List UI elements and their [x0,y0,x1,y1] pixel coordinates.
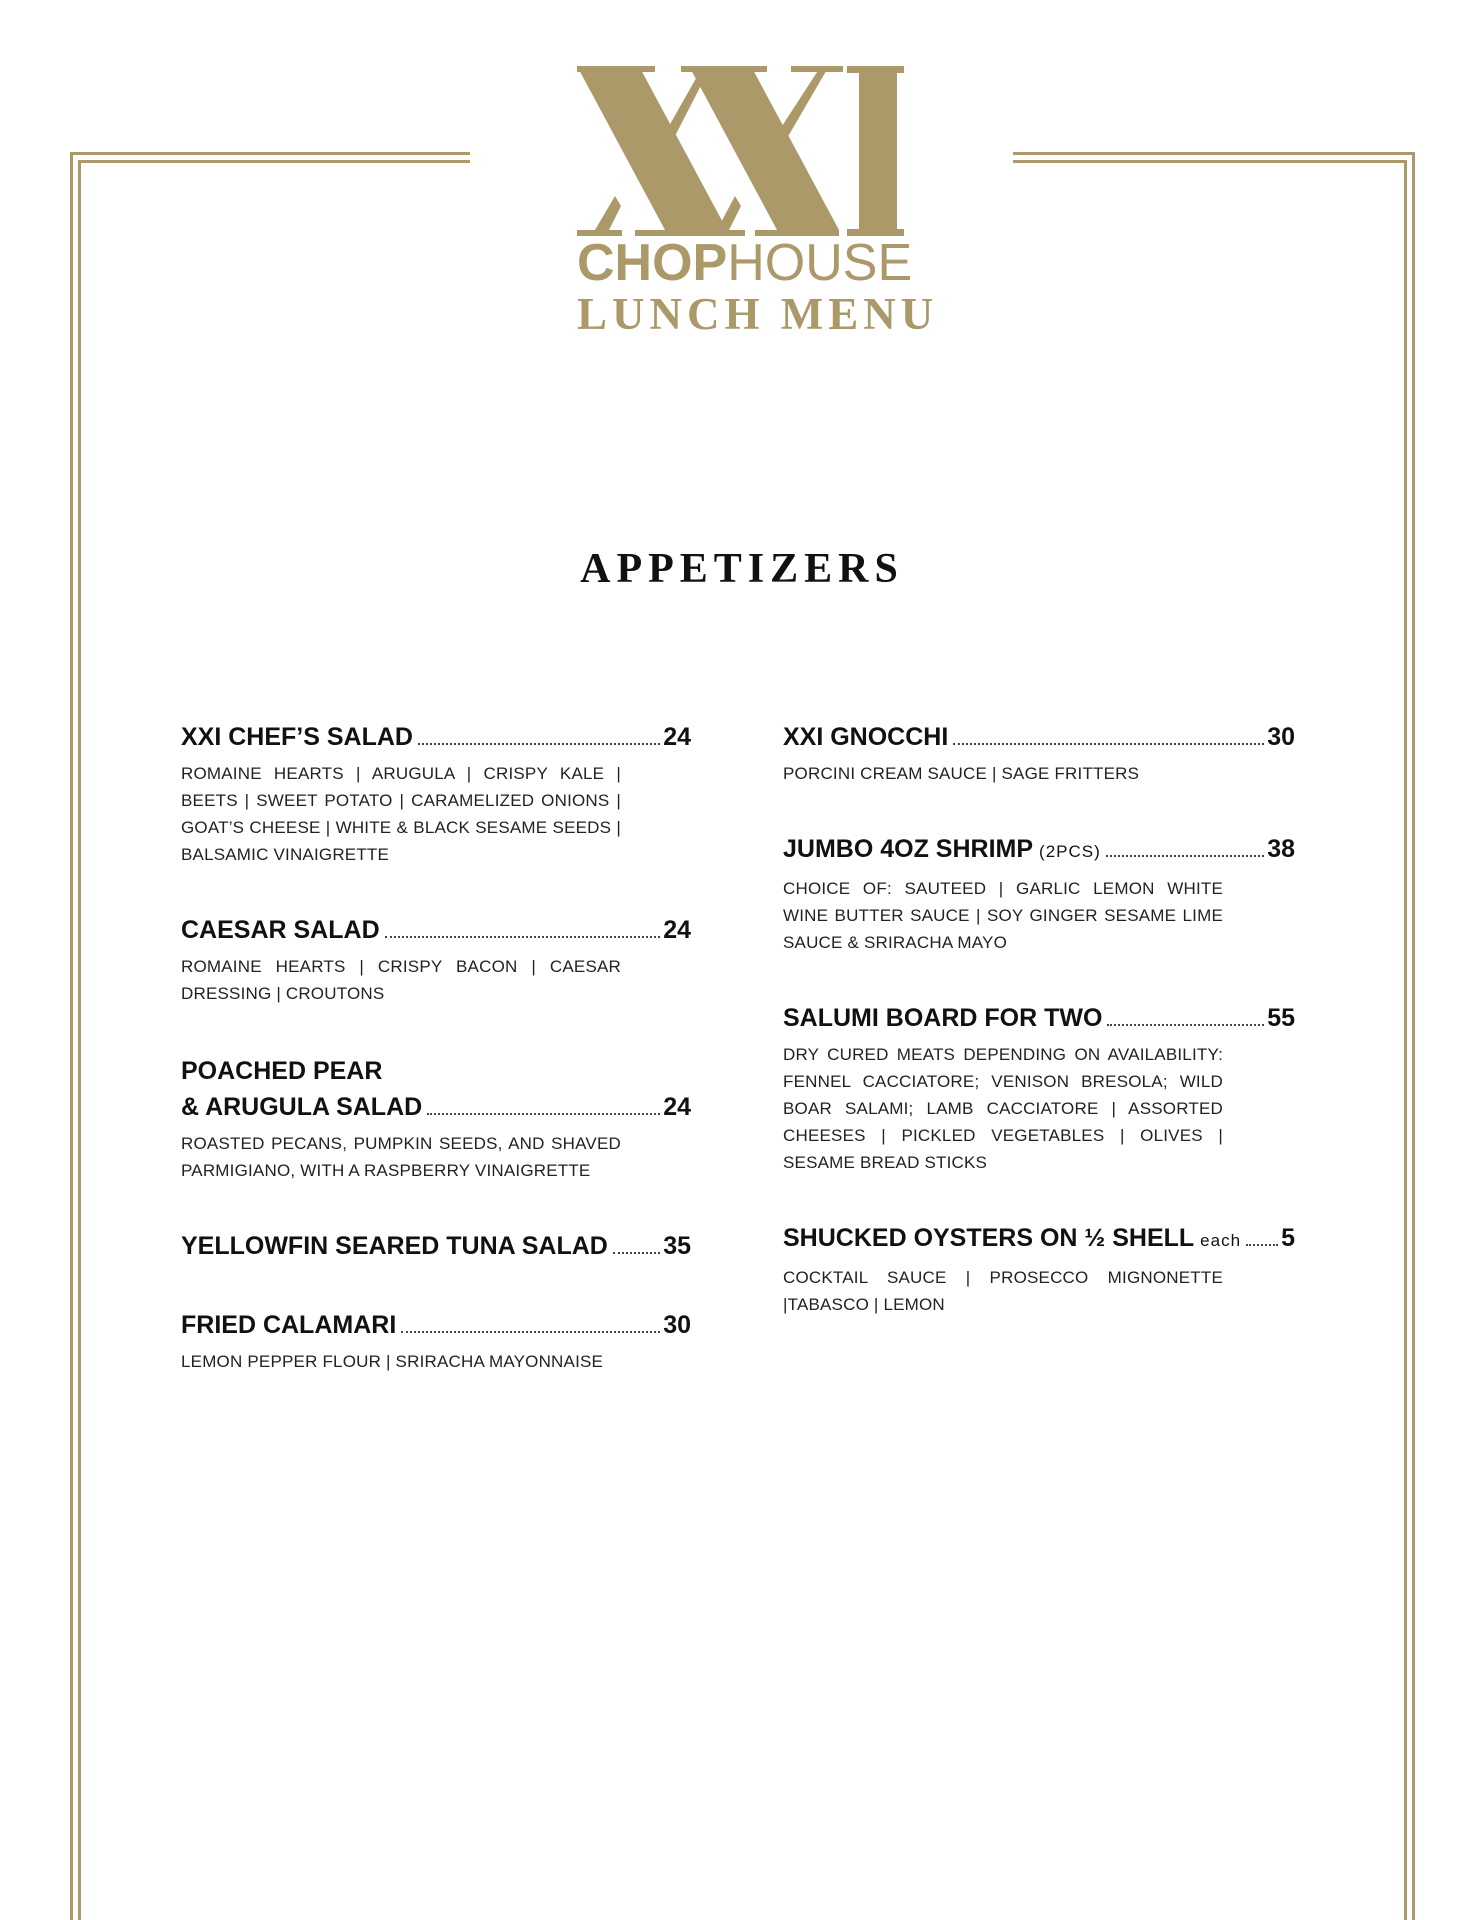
item-description: COCKTAIL SAUCE | PROSECCO MIGNONETTE |TABASCO | LEMON [783,1268,1223,1314]
item-price: 38 [1267,835,1295,863]
item-note: (2PCS) [1039,842,1101,861]
item-name-line [181,1090,691,1124]
item-name-top: POACHED PEAR [181,1057,383,1085]
dot-leader [427,1113,660,1115]
item-name: FRIED CALAMARI [181,1311,397,1339]
frame-left-inner [78,160,81,1920]
item-name-line [181,720,691,754]
menu-item [783,1221,1295,1318]
item-name-line [181,913,691,947]
item-price: 30 [1267,723,1295,751]
dot-leader [613,1252,660,1254]
frame-top-left-outer [70,152,470,155]
item-description: DRY CURED MEATS DEPENDING ON AVAILABILITY: FENNEL CACCIATORE; VENISON BRESOLA; WILD BOAR SALAMI; LAMB CACCIATORE | ASSORTED CHEESES | PICKLED VEGETABLES | OLIVES | SESAME BREAD STICKS [783,1045,1223,1172]
dot-leader [1106,855,1264,857]
item-name: YELLOWFIN SEARED TUNA SALAD [181,1232,608,1260]
brand-name-bold: CHOP [577,234,728,292]
menu-item [181,1052,691,1184]
item-name: XXI GNOCCHI [783,723,949,751]
item-price: 24 [663,723,691,751]
menu-item [181,720,691,868]
menu-item [181,913,691,1007]
menu-item [181,1308,691,1375]
dot-leader [1246,1244,1278,1246]
xxi-logo-mark [577,66,904,236]
menu-item [783,1001,1295,1176]
frame-top-right-inner [1013,160,1407,163]
item-name-line [783,1221,1295,1258]
item-price: 30 [663,1311,691,1339]
item-name: JUMBO 4OZ SHRIMP [783,835,1034,863]
item-description: ROMAINE HEARTS | CRISPY BACON | CAESAR DRESSING | CROUTONS [181,957,621,1003]
item-name: SHUCKED OYSTERS ON ½ SHELL [783,1224,1195,1252]
frame-right-outer [1412,152,1415,1920]
frame-top-right-outer [1013,152,1415,155]
item-name: XXI CHEF’S SALAD [181,723,413,751]
item-name: CAESAR SALAD [181,916,380,944]
brand-wordmark [577,234,913,292]
item-name-line [783,1001,1295,1035]
menu-item [783,832,1295,956]
item-description: PORCINI CREAM SAUCE | SAGE FRITTERS [783,764,1140,783]
item-name-line [783,832,1295,869]
frame-right-inner [1404,160,1407,1920]
frame-top-left-inner [78,160,470,163]
menu-subtitle: LUNCH MENU [577,289,939,339]
brand-name-light: HOUSE [727,234,913,292]
item-note: each [1200,1231,1242,1250]
dot-leader [953,743,1264,745]
dot-leader [385,936,661,938]
item-name-line [783,720,1295,754]
menu-item [181,1229,691,1263]
item-description: ROMAINE HEARTS | ARUGULA | CRISPY KALE | BEETS | SWEET POTATO | CARAMELIZED ONIONS | GOAT’S CHEESE | WHITE & BLACK SESAME SEEDS | BALSAMIC VINAIGRETTE [181,764,621,864]
left-column [181,720,691,1420]
item-description: LEMON PEPPER FLOUR | SRIRACHA MAYONNAISE [181,1352,604,1371]
dot-leader [418,743,660,745]
item-price: 35 [663,1232,691,1260]
dot-leader [1107,1024,1264,1026]
menu-item [783,720,1295,787]
dot-leader [401,1331,660,1333]
item-price: 24 [663,1093,691,1121]
item-name: SALUMI BOARD FOR TWO [783,1004,1103,1032]
item-description: ROASTED PECANS, PUMPKIN SEEDS, AND SHAVED PARMIGIANO, WITH A RASPBERRY VINAIGRETTE [181,1134,621,1180]
item-name-line [181,1308,691,1342]
item-price: 5 [1281,1224,1295,1252]
logo [577,66,939,339]
section-title: APPETIZERS [580,546,904,592]
frame-left-outer [70,152,73,1920]
right-column [783,720,1295,1363]
item-price: 55 [1267,1004,1295,1032]
item-description: CHOICE OF: SAUTEED | GARLIC LEMON WHITE WINE BUTTER SAUCE | SOY GINGER SESAME LIME SAUCE & SRIRACHA MAYO [783,879,1223,952]
item-name-line [181,1229,691,1263]
item-price: 24 [663,916,691,944]
item-name: & ARUGULA SALAD [181,1093,423,1121]
